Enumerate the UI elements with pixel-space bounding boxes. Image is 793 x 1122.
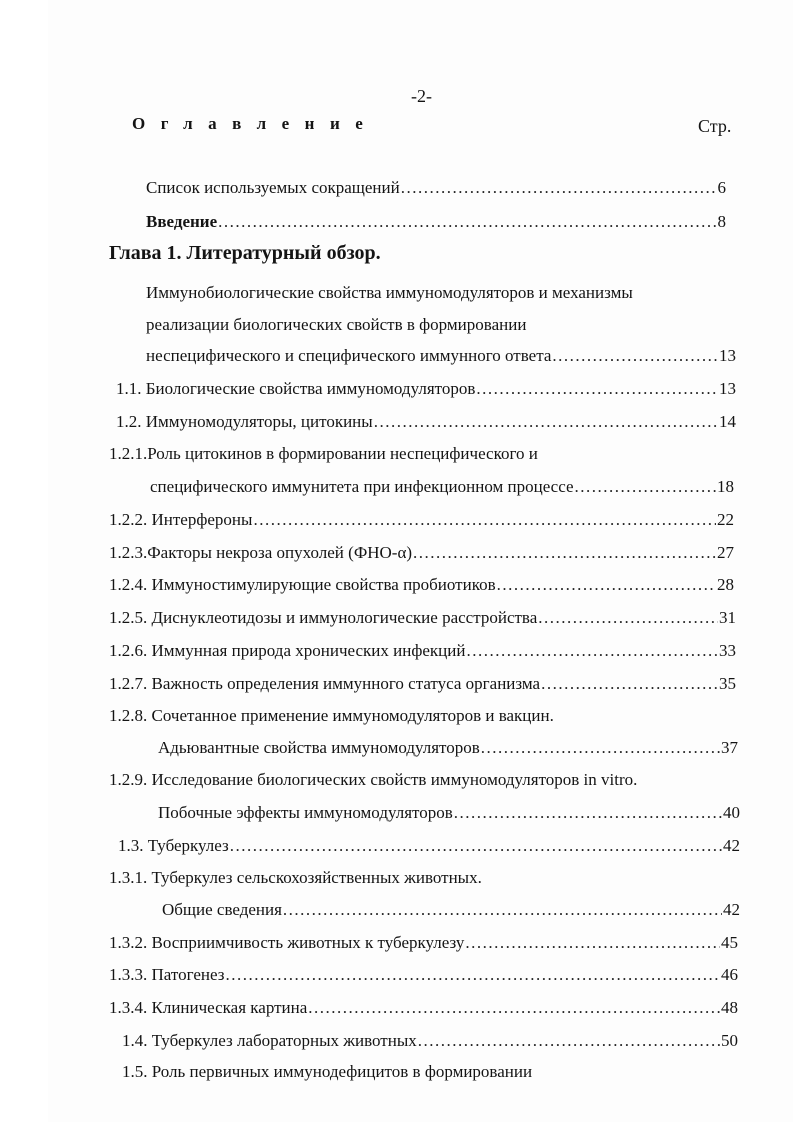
toc-text-line: реализации биологических свойств в формировании bbox=[146, 315, 527, 334]
toc-entry[interactable] bbox=[109, 673, 736, 697]
toc-entry[interactable] bbox=[109, 509, 734, 533]
toc-entry[interactable] bbox=[158, 737, 738, 761]
toc-entry-label: 1.2.5. Диснуклеотидозы и иммунологические расстройства bbox=[109, 608, 538, 627]
toc-entry-label: Введение bbox=[146, 212, 218, 231]
toc-entry-page: 33 bbox=[719, 641, 736, 660]
toc-entry-label: Побочные эффекты иммуномодуляторов bbox=[158, 803, 453, 822]
toc-entry-page: 42 bbox=[723, 836, 740, 855]
toc-entry-page: 13 bbox=[719, 346, 736, 365]
leader-dots bbox=[225, 964, 720, 986]
toc-entry[interactable] bbox=[146, 345, 736, 369]
toc-text-line: 1.2.9. Исследование биологических свойств иммуномодуляторов in vitro. bbox=[109, 770, 638, 789]
leader-dots bbox=[253, 509, 716, 531]
leader-dots bbox=[541, 673, 718, 695]
toc-entry-page: 40 bbox=[723, 803, 740, 822]
toc-entry-label: 1.2.3.Факторы некроза опухолей (ФНО-α) bbox=[109, 543, 413, 562]
toc-entry-label: 1.2.7. Важность определения иммунного статуса организма bbox=[109, 674, 541, 693]
leader-dots bbox=[466, 640, 718, 662]
toc-entry-label: 1.3.4. Клиническая картина bbox=[109, 998, 308, 1017]
toc-entry-label: 1.4. Туберкулез лабораторных животных bbox=[122, 1031, 417, 1050]
toc-entry[interactable] bbox=[162, 899, 740, 923]
toc-entry-page: 8 bbox=[717, 212, 726, 231]
leader-dots bbox=[308, 997, 720, 1019]
chapter-heading: Глава 1. Литературный обзор. bbox=[109, 242, 381, 264]
leader-dots bbox=[413, 542, 716, 564]
leader-dots bbox=[401, 177, 717, 199]
page-column-label: Стр. bbox=[698, 116, 732, 136]
toc-entry-page: 27 bbox=[717, 543, 734, 562]
toc-entry[interactable] bbox=[109, 640, 736, 664]
toc-entry-page: 45 bbox=[721, 933, 738, 952]
toc-entry[interactable] bbox=[109, 964, 738, 988]
leader-dots bbox=[538, 607, 718, 629]
toc-entry-label: 1.3. Туберкулез bbox=[118, 836, 229, 855]
toc-text-line: 1.2.1.Роль цитокинов в формировании неспецифического и bbox=[109, 444, 538, 463]
toc-entry-label: 1.3.2. Восприимчивость животных к туберкулезу bbox=[109, 933, 465, 952]
leader-dots bbox=[283, 899, 722, 921]
leader-dots bbox=[454, 802, 722, 824]
toc-entry[interactable] bbox=[109, 607, 736, 631]
toc-entry-page: 35 bbox=[719, 674, 736, 693]
toc-entry-label: 1.2. Иммуномодуляторы, цитокины bbox=[116, 412, 373, 431]
toc-entry-label: Общие сведения bbox=[162, 900, 282, 919]
leader-dots bbox=[230, 835, 722, 857]
toc-text-line: 1.5. Роль первичных иммунодефицитов в формировании bbox=[122, 1062, 533, 1081]
toc-entry-label: 1.1. Биологические свойства иммуномодуляторов bbox=[116, 379, 476, 398]
toc-entry[interactable] bbox=[109, 574, 734, 598]
toc-entry-label: 1.2.2. Интерфероны bbox=[109, 510, 253, 529]
toc-text-line: 1.3.1. Туберкулез сельскохозяйственных животных. bbox=[109, 868, 482, 887]
scan-margin bbox=[0, 0, 48, 1122]
toc-entry-page: 48 bbox=[721, 998, 738, 1017]
toc-entry-page: 13 bbox=[719, 379, 736, 398]
toc-entry-label: 1.3.3. Патогенез bbox=[109, 965, 225, 984]
toc-entry-label: Адьювантные свойства иммуномодуляторов bbox=[158, 738, 480, 757]
toc-title: Оглавление bbox=[132, 114, 379, 133]
toc-entry[interactable] bbox=[116, 411, 736, 435]
toc-entry[interactable] bbox=[109, 542, 734, 566]
leader-dots bbox=[476, 378, 718, 400]
toc-entry[interactable] bbox=[122, 1030, 738, 1054]
toc-entry-label: неспецифического и специфического иммунного ответа bbox=[146, 346, 552, 365]
toc-entry[interactable] bbox=[118, 835, 740, 859]
toc-entry[interactable] bbox=[109, 932, 738, 956]
toc-entry-label: Список используемых сокращений bbox=[146, 178, 400, 197]
leader-dots bbox=[418, 1030, 720, 1052]
toc-entry-page: 37 bbox=[721, 738, 738, 757]
toc-entry-page: 28 bbox=[717, 575, 734, 594]
toc-entry-page: 31 bbox=[719, 608, 736, 627]
toc-text-line: 1.2.8. Сочетанное применение иммуномодуляторов и вакцин. bbox=[109, 706, 554, 725]
leader-dots bbox=[465, 932, 720, 954]
leader-dots bbox=[218, 211, 716, 233]
leader-dots bbox=[481, 737, 720, 759]
leader-dots bbox=[374, 411, 718, 433]
toc-entry-label: 1.2.6. Иммунная природа хронических инфекций bbox=[109, 641, 466, 660]
toc-entry[interactable] bbox=[109, 997, 738, 1021]
toc-entry[interactable] bbox=[150, 476, 734, 500]
toc-entry-page: 6 bbox=[717, 178, 726, 197]
leader-dots bbox=[575, 476, 716, 498]
toc-entry-page: 46 bbox=[721, 965, 738, 984]
leader-dots bbox=[552, 345, 718, 367]
toc-text-line: Иммунобиологические свойства иммуномодуляторов и механизмы bbox=[146, 283, 633, 302]
toc-entry-page: 42 bbox=[723, 900, 740, 919]
toc-entry-page: 22 bbox=[717, 510, 734, 529]
toc-entry[interactable] bbox=[146, 177, 726, 201]
toc-entry-page: 14 bbox=[719, 412, 736, 431]
leader-dots bbox=[497, 574, 716, 596]
toc-entry-page: 50 bbox=[721, 1031, 738, 1050]
toc-entry-label: 1.2.4. Иммуностимулирующие свойства пробиотиков bbox=[109, 575, 496, 594]
page-number: -2- bbox=[411, 86, 432, 106]
toc-entry[interactable] bbox=[146, 211, 726, 235]
toc-entry[interactable] bbox=[116, 378, 736, 402]
toc-entry-page: 18 bbox=[717, 477, 734, 496]
toc-entry-label: специфического иммунитета при инфекционном процессе bbox=[150, 477, 574, 496]
toc-entry[interactable] bbox=[158, 802, 740, 826]
